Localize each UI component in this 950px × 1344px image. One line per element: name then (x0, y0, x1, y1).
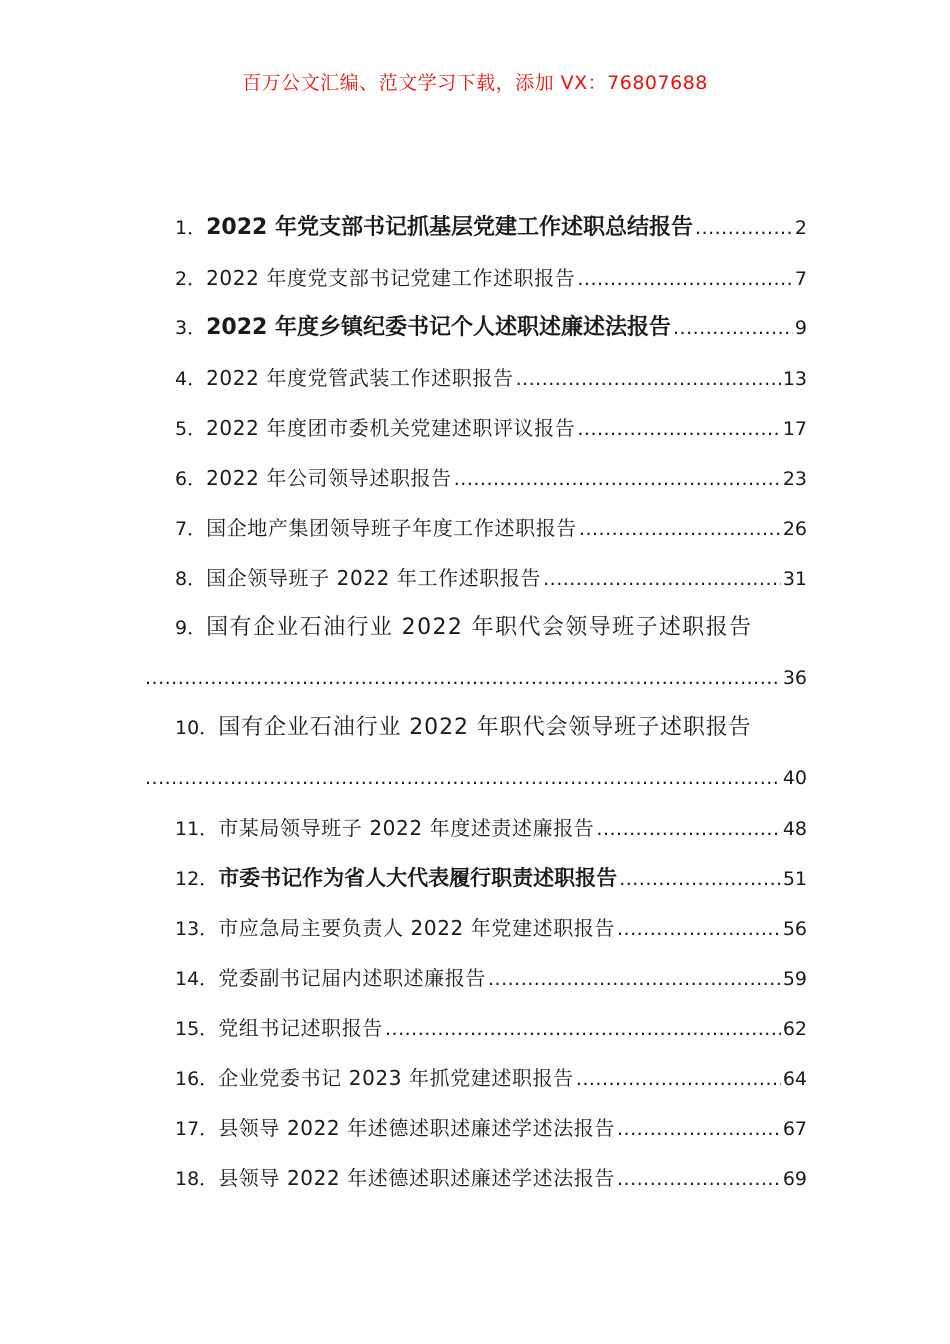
toc-entry-18[interactable] (145, 1153, 807, 1203)
toc-entry-title: 县领导 2022 年述德述职述廉述学述法报告 (218, 1116, 616, 1140)
toc-dot-leader (145, 653, 781, 703)
toc-entry-6[interactable] (145, 453, 807, 503)
toc-dot-leader (617, 1154, 781, 1204)
toc-dot-leader (619, 854, 781, 904)
toc-entry-title: 2022 年度党管武装工作述职报告 (206, 366, 514, 390)
toc-entry-title: 国有企业石油行业 2022 年职代会领导班子述职报告 (206, 615, 753, 640)
toc-entry-title: 党组书记述职报告 (218, 1016, 383, 1040)
toc-dot-leader (579, 504, 781, 554)
toc-entry-page: 7 (794, 268, 807, 290)
toc-entry-title: 国有企业石油行业 2022 年职代会领导班子述职报告 (218, 715, 752, 740)
toc-entry-page: 56 (782, 918, 807, 940)
toc-entry-title: 县领导 2022 年述德述职述廉述学述法报告 (218, 1166, 616, 1190)
toc-entry-title: 市委书记作为省人大代表履行职责述职报告 (218, 866, 618, 890)
toc-entry-page: 69 (782, 1168, 807, 1190)
toc-entry-number: 16． (175, 1068, 219, 1090)
toc-entry-number: 4． (175, 368, 207, 390)
toc-entry-11[interactable] (145, 803, 807, 853)
toc-entry-13[interactable] (145, 903, 807, 953)
toc-entry-number: 9． (175, 617, 207, 639)
toc-dot-leader (695, 203, 793, 253)
toc-dot-leader (617, 1104, 781, 1154)
toc-entry-number: 18． (175, 1168, 219, 1190)
toc-dot-leader (673, 303, 793, 353)
toc-entry-2[interactable] (145, 253, 807, 303)
toc-entry-page: 51 (782, 868, 807, 890)
toc-entry-title: 2022 年度乡镇纪委书记个人述职述廉述法报告 (206, 315, 671, 340)
toc-entry-page: 48 (782, 818, 807, 840)
toc-dot-leader (145, 753, 781, 803)
toc-dot-leader (577, 254, 793, 304)
toc-entry-5[interactable] (145, 403, 807, 453)
table-of-contents (145, 203, 807, 1203)
toc-entry-page: 40 (782, 767, 807, 789)
toc-dot-leader (516, 354, 781, 404)
toc-entry-number: 10． (175, 717, 219, 739)
toc-entry-16[interactable] (145, 1053, 807, 1103)
toc-dot-leader (576, 1054, 781, 1104)
toc-entry-title: 党委副书记届内述职述廉报告 (218, 966, 486, 990)
toc-dot-leader (454, 454, 781, 504)
toc-entry-number: 6． (175, 468, 207, 490)
toc-entry-page: 13 (782, 368, 807, 390)
toc-entry-10[interactable] (145, 703, 807, 803)
toc-entry-number: 2． (175, 268, 207, 290)
toc-entry-15[interactable] (145, 1003, 807, 1053)
toc-entry-number: 13． (175, 918, 219, 940)
toc-dot-leader (488, 954, 781, 1004)
toc-entry-page: 17 (782, 418, 807, 440)
toc-entry-14[interactable] (145, 953, 807, 1003)
toc-entry-page: 67 (782, 1118, 807, 1140)
toc-entry-number: 1． (175, 217, 207, 239)
header-watermark-text: 百万公文汇编、范文学习下载，添加 VX：76807688 (242, 72, 708, 94)
toc-entry-number: 7． (175, 518, 207, 540)
toc-entry-4[interactable] (145, 353, 807, 403)
toc-entry-title: 2022 年党支部书记抓基层党建工作述职总结报告 (206, 215, 693, 240)
toc-entry-number: 5． (175, 418, 207, 440)
toc-entry-page: 62 (782, 1018, 807, 1040)
toc-entry-page: 26 (782, 518, 807, 540)
toc-entry-title: 市应急局主要负责人 2022 年党建述职报告 (218, 916, 616, 940)
toc-entry-number: 15． (175, 1018, 219, 1040)
toc-entry-8[interactable] (145, 553, 807, 603)
toc-entry-3[interactable] (145, 303, 807, 353)
toc-entry-title: 企业党委书记 2023 年抓党建述职报告 (218, 1066, 574, 1090)
toc-entry-title: 2022 年度党支部书记党建工作述职报告 (206, 266, 576, 290)
toc-entry-number: 12． (175, 868, 219, 890)
toc-entry-number: 11． (175, 818, 219, 840)
toc-entry-page: 64 (782, 1068, 807, 1090)
toc-entry-7[interactable] (145, 503, 807, 553)
toc-entry-9[interactable] (145, 603, 807, 703)
toc-entry-title: 2022 年度团市委机关党建述职评议报告 (206, 416, 576, 440)
toc-entry-page: 59 (782, 968, 807, 990)
toc-entry-12[interactable] (145, 853, 807, 903)
toc-dot-leader (543, 554, 781, 604)
toc-entry-title: 国企领导班子 2022 年工作述职报告 (206, 566, 542, 590)
toc-entry-title: 2022 年公司领导述职报告 (206, 466, 452, 490)
toc-entry-17[interactable] (145, 1103, 807, 1153)
toc-entry-number: 14． (175, 968, 219, 990)
toc-entry-page: 9 (794, 317, 807, 339)
toc-entry-page: 31 (782, 568, 807, 590)
toc-entry-title: 市某局领导班子 2022 年度述责述廉报告 (218, 816, 595, 840)
toc-dot-leader (385, 1004, 781, 1054)
toc-entry-number: 3． (175, 317, 207, 339)
toc-entry-number: 8． (175, 568, 207, 590)
toc-dot-leader (617, 904, 781, 954)
toc-entry-number: 17． (175, 1118, 219, 1140)
toc-entry-page: 23 (782, 468, 807, 490)
toc-dot-leader (596, 804, 780, 854)
toc-entry-1[interactable] (145, 203, 807, 253)
toc-entry-title: 国企地产集团领导班子年度工作述职报告 (206, 516, 577, 540)
toc-entry-page: 36 (782, 667, 807, 689)
toc-dot-leader (577, 404, 780, 454)
toc-entry-page: 2 (794, 217, 807, 239)
